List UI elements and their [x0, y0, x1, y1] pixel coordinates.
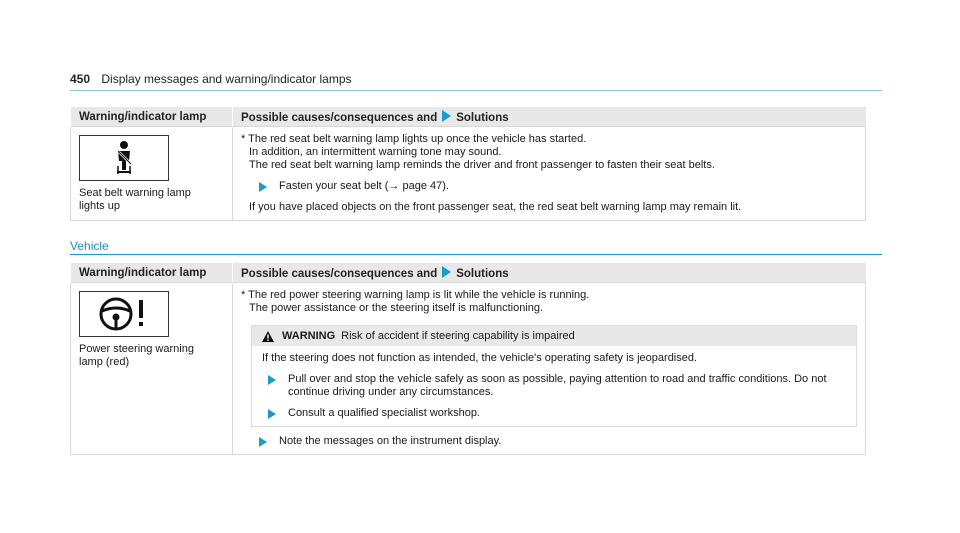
page-title: Display messages and warning/indicator lamps: [101, 72, 352, 86]
step-arrow-icon: [268, 375, 276, 385]
page-number: 450: [70, 72, 91, 86]
power-steering-warning-icon: [79, 291, 169, 337]
step-arrow-icon: [268, 409, 276, 419]
power-steering-lamp-table: [70, 263, 866, 455]
lamp-label: Seat belt warning lamp lights up: [79, 187, 191, 212]
warning-title: WARNING: [282, 329, 336, 342]
column-header-lamp: Warning/indicator lamp: [71, 263, 233, 283]
warning-triangle-icon: [262, 331, 274, 342]
header-divider: [70, 90, 882, 91]
causes-cell: * The red seat belt warning lamp lights up once the vehicle has started. In addition, an intermittent warning tone may sound. The red seat belt warning lamp reminds the driver and front passenger to fasten their seat belts. Fasten your seat belt (→ page 47). If you have placed objects on the front passenger seat, the red seat belt warning lamp may remain lit.: [233, 127, 866, 221]
step-arrow-icon: [259, 182, 267, 192]
section-title-vehicle: Vehicle: [70, 239, 109, 253]
warning-text: Risk of accident if steering capability is impaired: [341, 329, 575, 342]
lamp-cell: [71, 127, 233, 221]
solution-step: Note the messages on the instrument display.: [241, 435, 857, 448]
warning-step: Consult a qualified specialist workshop.: [262, 407, 846, 420]
page-header: [70, 72, 352, 86]
section-divider: [70, 254, 882, 255]
warning-header: [252, 326, 856, 346]
column-header-causes: Possible causes/consequences and Solutions: [233, 107, 866, 127]
lamp-cell: [71, 283, 233, 455]
arrow-icon: [442, 110, 451, 122]
seat-belt-icon: [79, 135, 169, 181]
step-arrow-icon: [259, 437, 267, 447]
warning-box: [251, 325, 857, 427]
warning-body: If the steering does not function as intended, the vehicle's operating safety is jeopardised. Pull over and stop the vehicle safely as soon as possible, paying attention to road and traffic conditions. Do not continue driving under any circumstances. Consult a qualified specialist workshop.: [252, 346, 856, 426]
seat-belt-lamp-table: [70, 107, 866, 221]
lamp-label: Power steering warning lamp (red): [79, 343, 194, 368]
solution-step: Fasten your seat belt (→ page 47).: [241, 180, 857, 193]
column-header-causes: Possible causes/consequences and Solutions: [233, 263, 866, 283]
column-header-lamp: Warning/indicator lamp: [71, 107, 233, 127]
arrow-icon: [442, 266, 451, 278]
warning-step: Pull over and stop the vehicle safely as soon as possible, paying attention to road and traffic conditions. Do not continue driving under any circumstances.: [262, 373, 846, 399]
causes-cell: * The red power steering warning lamp is lit while the vehicle is running. The power assistance or the steering itself is malfunctioning. WARNING Risk of accident if steering capability is impaired If the steering does not function as intended, the vehicle's operating safety is jeopardised. Pull over and stop the vehicle safely as soon as possible, paying attention to road and traffic conditions. Do not continue driving under any circumstances. Consult a qualified specialist workshop. Note the messages on the instrument display.: [233, 283, 866, 455]
